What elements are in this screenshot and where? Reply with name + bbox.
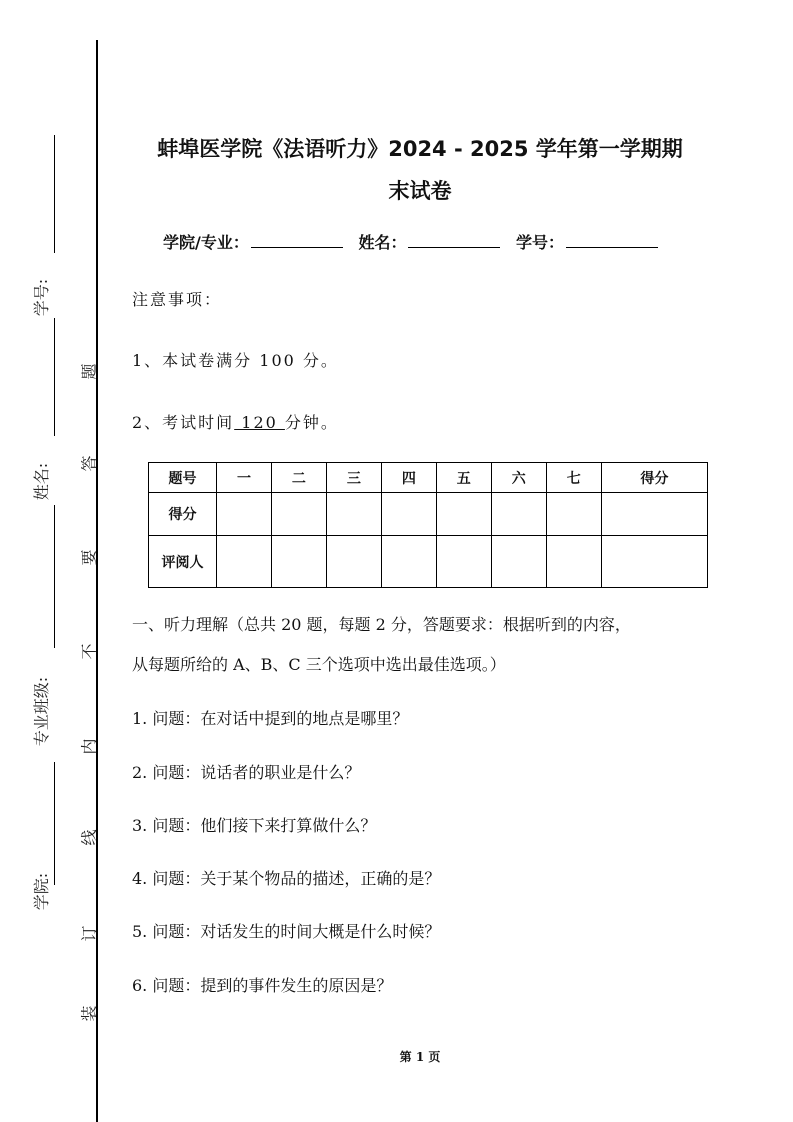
margin-field-class: 专业班级:: [32, 676, 52, 747]
table-header-cell: 五: [436, 463, 491, 493]
binding-char: 订: [79, 925, 99, 942]
grader-cell[interactable]: [326, 536, 381, 588]
name-label: 姓名：: [358, 233, 407, 252]
binding-char: 题: [79, 363, 99, 380]
notice-text: 2、考试时间: [132, 413, 235, 432]
score-cell[interactable]: [546, 493, 601, 536]
grader-cell[interactable]: [601, 536, 707, 588]
notice-item: [132, 410, 339, 433]
margin-field-college: 学院:: [32, 872, 52, 911]
margin-field-student-id: 学号:: [32, 278, 52, 317]
binding-char: 装: [79, 1005, 99, 1022]
table-header-cell: 得分: [601, 463, 707, 493]
score-cell[interactable]: [436, 493, 491, 536]
notice-text: 分钟。: [284, 413, 339, 432]
binding-char: 答: [79, 455, 99, 472]
table-header-cell: 三: [326, 463, 381, 493]
page-title: 蚌埠医学院《法语听力》2024 - 2025 学年第一学期期: [157, 137, 683, 161]
margin-field-name: 姓名:: [32, 462, 52, 501]
score-cell[interactable]: [271, 493, 326, 536]
binding-line: [96, 40, 98, 1122]
row-label: 得分: [149, 493, 217, 536]
id-label: 学号：: [516, 233, 565, 252]
grader-cell[interactable]: [271, 536, 326, 588]
score-cell[interactable]: [381, 493, 436, 536]
page-number: 第 1 页: [399, 1050, 441, 1064]
notice-heading: 注意事项：: [132, 290, 223, 309]
section-heading: 一、听力理解（总共 20 题，每题 2 分，答题要求：根据听到的内容，: [132, 615, 631, 634]
table-row: [149, 536, 708, 588]
question-item: 2. 问题：说话者的职业是什么？: [132, 763, 361, 782]
margin-line: [54, 135, 55, 253]
binding-char: 内: [79, 738, 99, 755]
grader-cell[interactable]: [436, 536, 491, 588]
exam-duration: 120: [234, 413, 285, 432]
name-blank[interactable]: [408, 233, 500, 248]
row-label: 评阅人: [149, 536, 217, 588]
grader-cell[interactable]: [546, 536, 601, 588]
margin-line: [54, 318, 55, 436]
score-cell[interactable]: [491, 493, 546, 536]
notice-item: 1、本试卷满分 100 分。: [132, 351, 339, 370]
score-cell[interactable]: [217, 493, 272, 536]
table-header-cell: 六: [491, 463, 546, 493]
question-item: 5. 问题：对话发生的时间大概是什么时候？: [132, 922, 441, 941]
section-instructions: 从每题所给的 A、B、C 三个选项中选出最佳选项。）: [132, 655, 506, 674]
table-header-cell: 题号: [149, 463, 217, 493]
binding-char: 不: [79, 643, 99, 660]
grader-cell[interactable]: [217, 536, 272, 588]
college-blank[interactable]: [251, 233, 343, 248]
college-label: 学院/专业：: [163, 233, 249, 252]
page-title-cont: 末试卷: [388, 179, 452, 203]
table-header-cell: 一: [217, 463, 272, 493]
student-info-row: [163, 230, 668, 253]
grader-cell[interactable]: [381, 536, 436, 588]
table-row: [149, 493, 708, 536]
table-header-cell: 七: [546, 463, 601, 493]
binding-char: 线: [79, 829, 99, 846]
score-table: [148, 462, 708, 588]
margin-line: [54, 505, 55, 648]
margin-line: [54, 762, 55, 885]
table-header-row: [149, 463, 708, 493]
question-item: 6. 问题：提到的事件发生的原因是？: [132, 976, 393, 995]
question-item: 1. 问题：在对话中提到的地点是哪里？: [132, 709, 409, 728]
question-item: 3. 问题：他们接下来打算做什么？: [132, 816, 377, 835]
score-cell[interactable]: [326, 493, 381, 536]
score-cell[interactable]: [601, 493, 707, 536]
question-item: 4. 问题：关于某个物品的描述，正确的是？: [132, 869, 441, 888]
table-header-cell: 二: [271, 463, 326, 493]
table-header-cell: 四: [381, 463, 436, 493]
id-blank[interactable]: [566, 233, 658, 248]
grader-cell[interactable]: [491, 536, 546, 588]
binding-char: 要: [79, 549, 99, 566]
